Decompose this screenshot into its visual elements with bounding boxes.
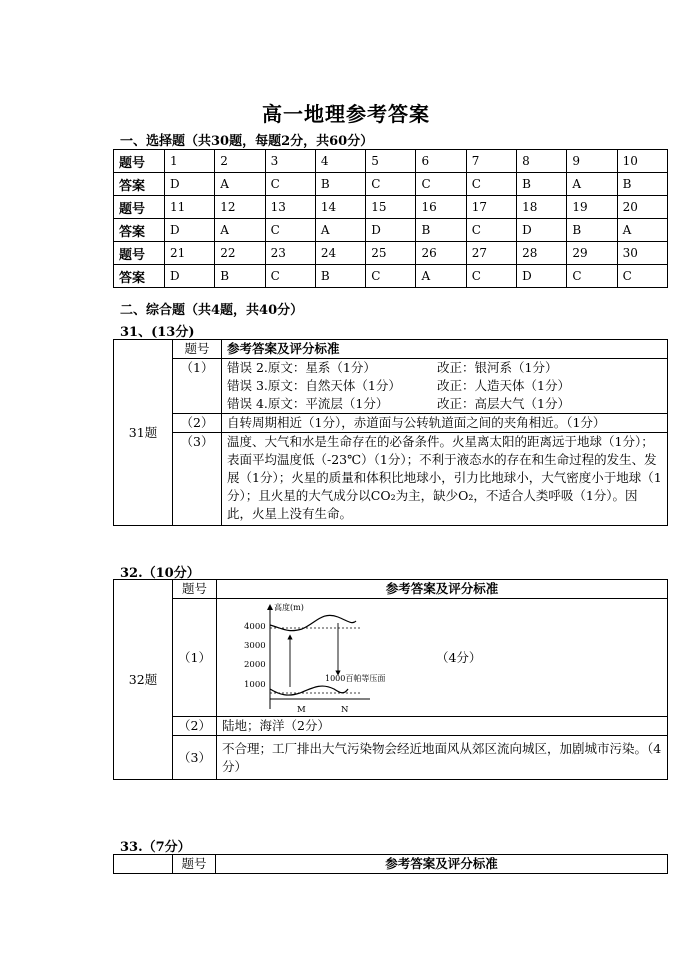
choice-cell: C [265, 173, 315, 196]
choice-cell: 17 [466, 196, 516, 219]
choice-cell: A [215, 219, 265, 242]
page-title: 高一地理参考答案 [262, 102, 430, 126]
tick-4000: 4000 [243, 622, 266, 632]
choice-cell: A [567, 173, 617, 196]
q31-p3-answer: 温度、大气和水是生命存在的必备条件。火星离太阳的距离远于地球（1分）；表面平均温度低（-23℃）（1分）；不利于液态水的存在和生命过程的发生、发展（1分）；火星的质量和体积比地球小，引力比地球小，大气密度小于地球（1分）；且火星的大气成分以CO₂为主，缺少O₂，不适合人类呼吸（1分）。因此，火星上没有生命。 [222, 433, 668, 526]
choice-cell: C [366, 173, 416, 196]
q32-p1-num: （1） [173, 599, 217, 717]
q31-p1-answer [222, 359, 668, 414]
q31-p1-fix-3: 改正：高层大气（1分） [437, 396, 570, 411]
q33-col-ans: 参考答案及评分标准 [216, 855, 668, 874]
choice-row [114, 150, 668, 173]
choice-cell: 12 [215, 196, 265, 219]
choice-answer-table [113, 149, 668, 288]
choice-row-label: 答案 [114, 173, 165, 196]
q33-heading: 33.（7分） [120, 840, 191, 855]
tick-1000: 1000 [243, 680, 266, 690]
choice-cell: B [517, 173, 567, 196]
q31-p3-num: （3） [173, 433, 222, 526]
section2-heading: 二、综合题（共4题，共40分） [120, 303, 304, 318]
choice-cell: C [617, 265, 667, 288]
choice-cell: 26 [416, 242, 466, 265]
choice-cell: 24 [315, 242, 365, 265]
q31-table [113, 339, 668, 526]
choice-cell: 14 [315, 196, 365, 219]
q32-heading: 32.（10分） [120, 566, 200, 581]
choice-cell: 22 [215, 242, 265, 265]
choice-cell: A [416, 265, 466, 288]
q32-col-num: 题号 [173, 580, 217, 599]
choice-cell: D [366, 219, 416, 242]
choice-cell: 30 [617, 242, 667, 265]
lower-isobar [270, 686, 348, 695]
choice-cell: C [466, 265, 516, 288]
choice-cell: 29 [567, 242, 617, 265]
choice-cell: 15 [366, 196, 416, 219]
choice-cell: C [466, 219, 516, 242]
choice-row-label: 题号 [114, 196, 165, 219]
tick-2000: 2000 [243, 660, 266, 670]
choice-row-label: 答案 [114, 219, 165, 242]
q32-p1-score: （4分） [435, 649, 482, 665]
choice-cell: 25 [366, 242, 416, 265]
choice-cell: 4 [315, 150, 365, 173]
choice-cell: 28 [517, 242, 567, 265]
choice-cell: 27 [466, 242, 516, 265]
q31-p1-num: （1） [173, 359, 222, 414]
q33-label [114, 855, 173, 874]
q31-p2-answer: 自转周期相近（1分），赤道面与公转轨道面之间的夹角相近。（1分） [222, 414, 668, 433]
choice-cell: B [416, 219, 466, 242]
q31-p1-err-3: 错误 4.原文：平流层（1分） [227, 396, 389, 411]
choice-row-label: 题号 [114, 150, 165, 173]
choice-cell: B [567, 219, 617, 242]
q33-table [113, 854, 668, 874]
tick-3000: 3000 [243, 641, 266, 651]
q32-p3-num: （3） [173, 736, 217, 780]
choice-cell: 5 [366, 150, 416, 173]
choice-cell: 1 [165, 150, 215, 173]
choice-cell: D [517, 219, 567, 242]
q32-p2-num: （2） [173, 717, 217, 736]
choice-row-label: 答案 [114, 265, 165, 288]
choice-cell: C [466, 173, 516, 196]
q31-col-ans: 参考答案及评分标准 [222, 340, 668, 359]
choice-cell: 8 [517, 150, 567, 173]
choice-cell: 21 [165, 242, 215, 265]
q32-table [113, 579, 668, 780]
q31-p2-num: （2） [173, 414, 222, 433]
choice-cell: 20 [617, 196, 667, 219]
choice-cell: 2 [215, 150, 265, 173]
q31-heading: 31、(13分) [120, 325, 195, 340]
q31-p1-err-2: 错误 3.原文：自然天体（1分） [227, 378, 401, 393]
choice-cell: D [165, 173, 215, 196]
choice-cell: B [215, 265, 265, 288]
choice-cell: B [617, 173, 667, 196]
choice-cell: B [315, 173, 365, 196]
choice-row [114, 173, 668, 196]
choice-cell: C [366, 265, 416, 288]
q31-label: 31题 [114, 340, 173, 526]
q31-p1-fix-1: 改正：银河系（1分） [437, 360, 558, 375]
choice-cell: D [517, 265, 567, 288]
choice-row-label: 题号 [114, 242, 165, 265]
choice-row [114, 242, 668, 265]
q32-p2-answer: 陆地；海洋（2分） [216, 717, 667, 736]
q33-col-num: 题号 [173, 855, 216, 874]
choice-cell: 7 [466, 150, 516, 173]
choice-cell: 3 [265, 150, 315, 173]
choice-cell: 16 [416, 196, 466, 219]
q32-p1-answer [216, 599, 667, 717]
choice-cell: 11 [165, 196, 215, 219]
choice-cell: C [265, 265, 315, 288]
choice-cell: 18 [517, 196, 567, 219]
choice-cell: D [165, 219, 215, 242]
q31-p1-fix-2: 改正：人造天体（1分） [437, 378, 570, 393]
choice-cell: B [315, 265, 365, 288]
choice-cell: C [265, 219, 315, 242]
choice-cell: A [215, 173, 265, 196]
x-label-n: N [340, 705, 349, 715]
choice-row [114, 219, 668, 242]
choice-cell: 13 [265, 196, 315, 219]
choice-cell: 6 [416, 150, 466, 173]
choice-cell: A [617, 219, 667, 242]
choice-cell: 19 [567, 196, 617, 219]
q31-p1-err-1: 错误 2.原文：星系（1分） [227, 360, 376, 375]
choice-cell: C [416, 173, 466, 196]
choice-cell: A [315, 219, 365, 242]
x-label-m: M [296, 705, 306, 715]
isobar-diagram [222, 601, 386, 715]
y-axis-label: 高度(m) [273, 603, 304, 612]
choice-cell: D [165, 265, 215, 288]
choice-cell: 9 [567, 150, 617, 173]
isobar-annotation: 1000百帕等压面 [324, 674, 386, 683]
section1-heading: 一、选择题（共30题，每题2分，共60分） [120, 134, 374, 149]
q31-col-num: 题号 [173, 340, 222, 359]
choice-cell: C [567, 265, 617, 288]
q32-label: 32题 [114, 580, 173, 780]
q32-p3-answer: 不合理；工厂排出大气污染物会经近地面风从郊区流向城区，加剧城市污染。（4分） [216, 736, 667, 780]
choice-row [114, 196, 668, 219]
choice-row [114, 265, 668, 288]
choice-cell: 23 [265, 242, 315, 265]
choice-cell: 10 [617, 150, 667, 173]
q32-col-ans: 参考答案及评分标准 [216, 580, 667, 599]
